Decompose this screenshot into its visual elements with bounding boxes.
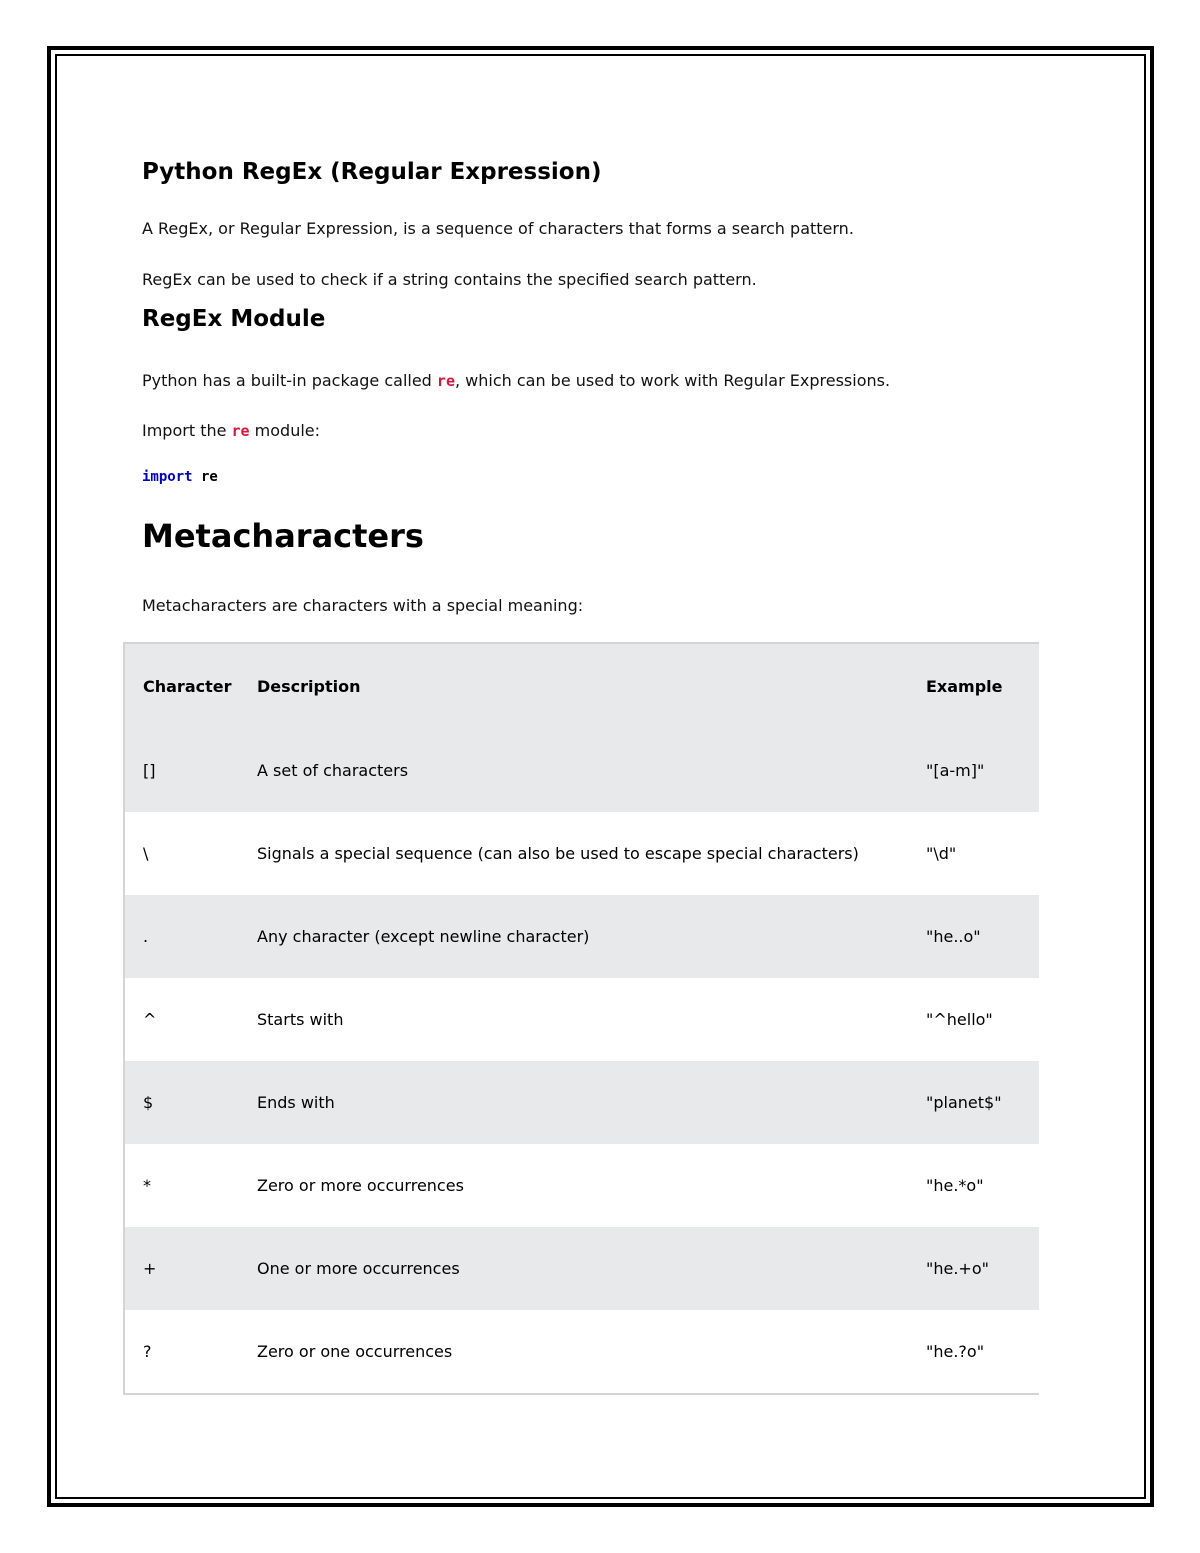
paragraph-regex-usage: RegEx can be used to check if a string contains the specified search pattern. [142, 270, 757, 289]
cell-description: Any character (except newline character) [239, 895, 908, 978]
text-segment: Python has a built-in package called [142, 371, 437, 390]
text-segment: Import the [142, 421, 232, 440]
cell-character: [] [125, 729, 239, 812]
cell-example: "\d" [908, 812, 1039, 895]
cell-character: ^ [125, 978, 239, 1061]
text-segment: , which can be used to work with Regular Expressions. [454, 371, 891, 390]
table-row [125, 1310, 1039, 1393]
cell-character: \ [125, 812, 239, 895]
paragraph-import-module [142, 421, 320, 440]
table-row [125, 1227, 1039, 1310]
cell-character: . [125, 895, 239, 978]
cell-example: "planet$" [908, 1061, 1039, 1144]
table-row [125, 978, 1039, 1061]
column-header-character: Character [125, 644, 239, 729]
heading-python-regex: Python RegEx (Regular Expression) [142, 159, 602, 185]
heading-metacharacters: Metacharacters [142, 517, 424, 555]
inline-code-re: re [231, 422, 250, 440]
cell-example: "he.*o" [908, 1144, 1039, 1227]
cell-example: "he..o" [908, 895, 1039, 978]
cell-character: $ [125, 1061, 239, 1144]
code-import-re [142, 469, 218, 485]
cell-example: "he.?o" [908, 1310, 1039, 1393]
cell-description: Starts with [239, 978, 908, 1061]
cell-example: "he.+o" [908, 1227, 1039, 1310]
table-row [125, 1061, 1039, 1144]
cell-description: Signals a special sequence (can also be used to escape special characters) [239, 812, 908, 895]
cell-character: * [125, 1144, 239, 1227]
table-row [125, 812, 1039, 895]
table-header-row [125, 644, 1039, 729]
cell-description: One or more occurrences [239, 1227, 908, 1310]
paragraph-metacharacters-intro: Metacharacters are characters with a special meaning: [142, 596, 584, 615]
column-header-description: Description [239, 644, 908, 729]
inline-code-re: re [436, 372, 455, 390]
cell-character: ? [125, 1310, 239, 1393]
cell-example: "^hello" [908, 978, 1039, 1061]
cell-example: "[a-m]" [908, 729, 1039, 812]
cell-description: Ends with [239, 1061, 908, 1144]
table-row [125, 1144, 1039, 1227]
heading-regex-module: RegEx Module [142, 306, 326, 332]
code-module-name: re [192, 469, 218, 485]
cell-character: + [125, 1227, 239, 1310]
cell-description: Zero or one occurrences [239, 1310, 908, 1393]
column-header-example: Example [908, 644, 1039, 729]
code-keyword-import: import [142, 469, 193, 485]
table-row [125, 729, 1039, 812]
text-segment: module: [249, 421, 321, 440]
cell-description: Zero or more occurrences [239, 1144, 908, 1227]
paragraph-re-package [142, 371, 890, 390]
cell-description: A set of characters [239, 729, 908, 812]
paragraph-regex-definition: A RegEx, or Regular Expression, is a sequence of characters that forms a search pattern. [142, 219, 854, 238]
table-row [125, 895, 1039, 978]
metacharacters-table [123, 642, 1039, 1395]
